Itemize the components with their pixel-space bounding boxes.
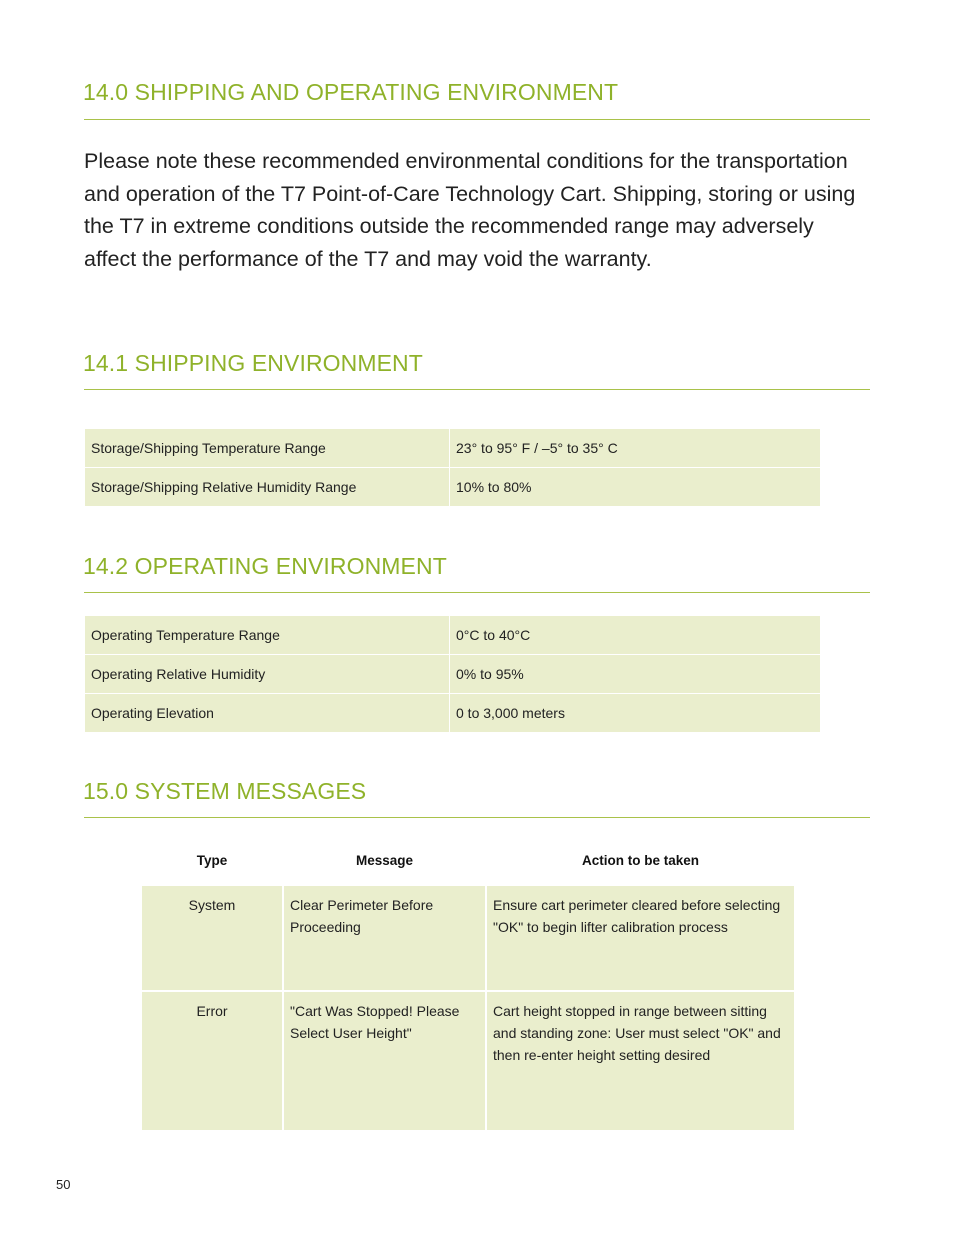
table-cell-value: 0 to 3,000 meters — [450, 694, 821, 733]
column-header-message: Message — [355, 852, 414, 868]
shipping-environment-table — [84, 428, 821, 507]
section-heading-14-0: 14.0 SHIPPING AND OPERATING ENVIRONMENT — [83, 79, 619, 105]
table-row — [85, 468, 821, 507]
table-row — [85, 616, 821, 655]
message-type: Error — [141, 991, 283, 1131]
intro-paragraph: Please note these recommended environmental conditions for the transportation and operation of the T7 Point-of-Care Technology Cart. Shipping, storing or using the T7 in extreme conditions outside the recommended range may adversely affect the performance of the T7 and may void the warranty. — [84, 149, 856, 272]
table-row — [141, 991, 795, 1131]
table-cell-label: Operating Elevation — [85, 694, 450, 733]
section-heading-14-2: 14.2 OPERATING ENVIRONMENT — [83, 553, 447, 579]
column-header-type: Type — [196, 852, 228, 868]
table-cell-label: Operating Temperature Range — [85, 616, 450, 655]
section-heading-15-0: 15.0 SYSTEM MESSAGES — [83, 778, 367, 804]
table-cell-label: Operating Relative Humidity — [85, 655, 450, 694]
table-header-row — [141, 846, 795, 874]
message-action: Ensure cart perimeter cleared before selecting "OK" to begin lifter calibration process — [486, 885, 795, 991]
operating-environment-table — [84, 615, 821, 733]
section-divider — [84, 817, 870, 818]
table-cell-value: 23° to 95° F / –5° to 35° C — [450, 429, 821, 468]
table-cell-value: 10% to 80% — [450, 468, 821, 507]
section-divider — [84, 389, 870, 390]
section-heading-14-1: 14.1 SHIPPING ENVIRONMENT — [83, 350, 423, 376]
message-text: Clear Perimeter Before Proceeding — [283, 885, 486, 991]
table-cell-label: Storage/Shipping Temperature Range — [85, 429, 450, 468]
message-type: System — [141, 885, 283, 991]
system-messages-table — [140, 846, 796, 1132]
section-divider — [84, 119, 870, 120]
table-cell-label: Storage/Shipping Relative Humidity Range — [85, 468, 450, 507]
table-cell-value: 0°C to 40°C — [450, 616, 821, 655]
table-row — [85, 694, 821, 733]
table-row — [85, 429, 821, 468]
section-divider — [84, 592, 870, 593]
page-number: 50 — [56, 1177, 71, 1192]
message-text: "Cart Was Stopped! Please Select User Height" — [283, 991, 486, 1131]
message-action: Cart height stopped in range between sitting and standing zone: User must select "OK" and then re-enter height setting desired — [486, 991, 795, 1131]
table-row — [141, 885, 795, 991]
column-header-action: Action to be taken — [581, 852, 699, 868]
table-cell-value: 0% to 95% — [450, 655, 821, 694]
table-row — [85, 655, 821, 694]
